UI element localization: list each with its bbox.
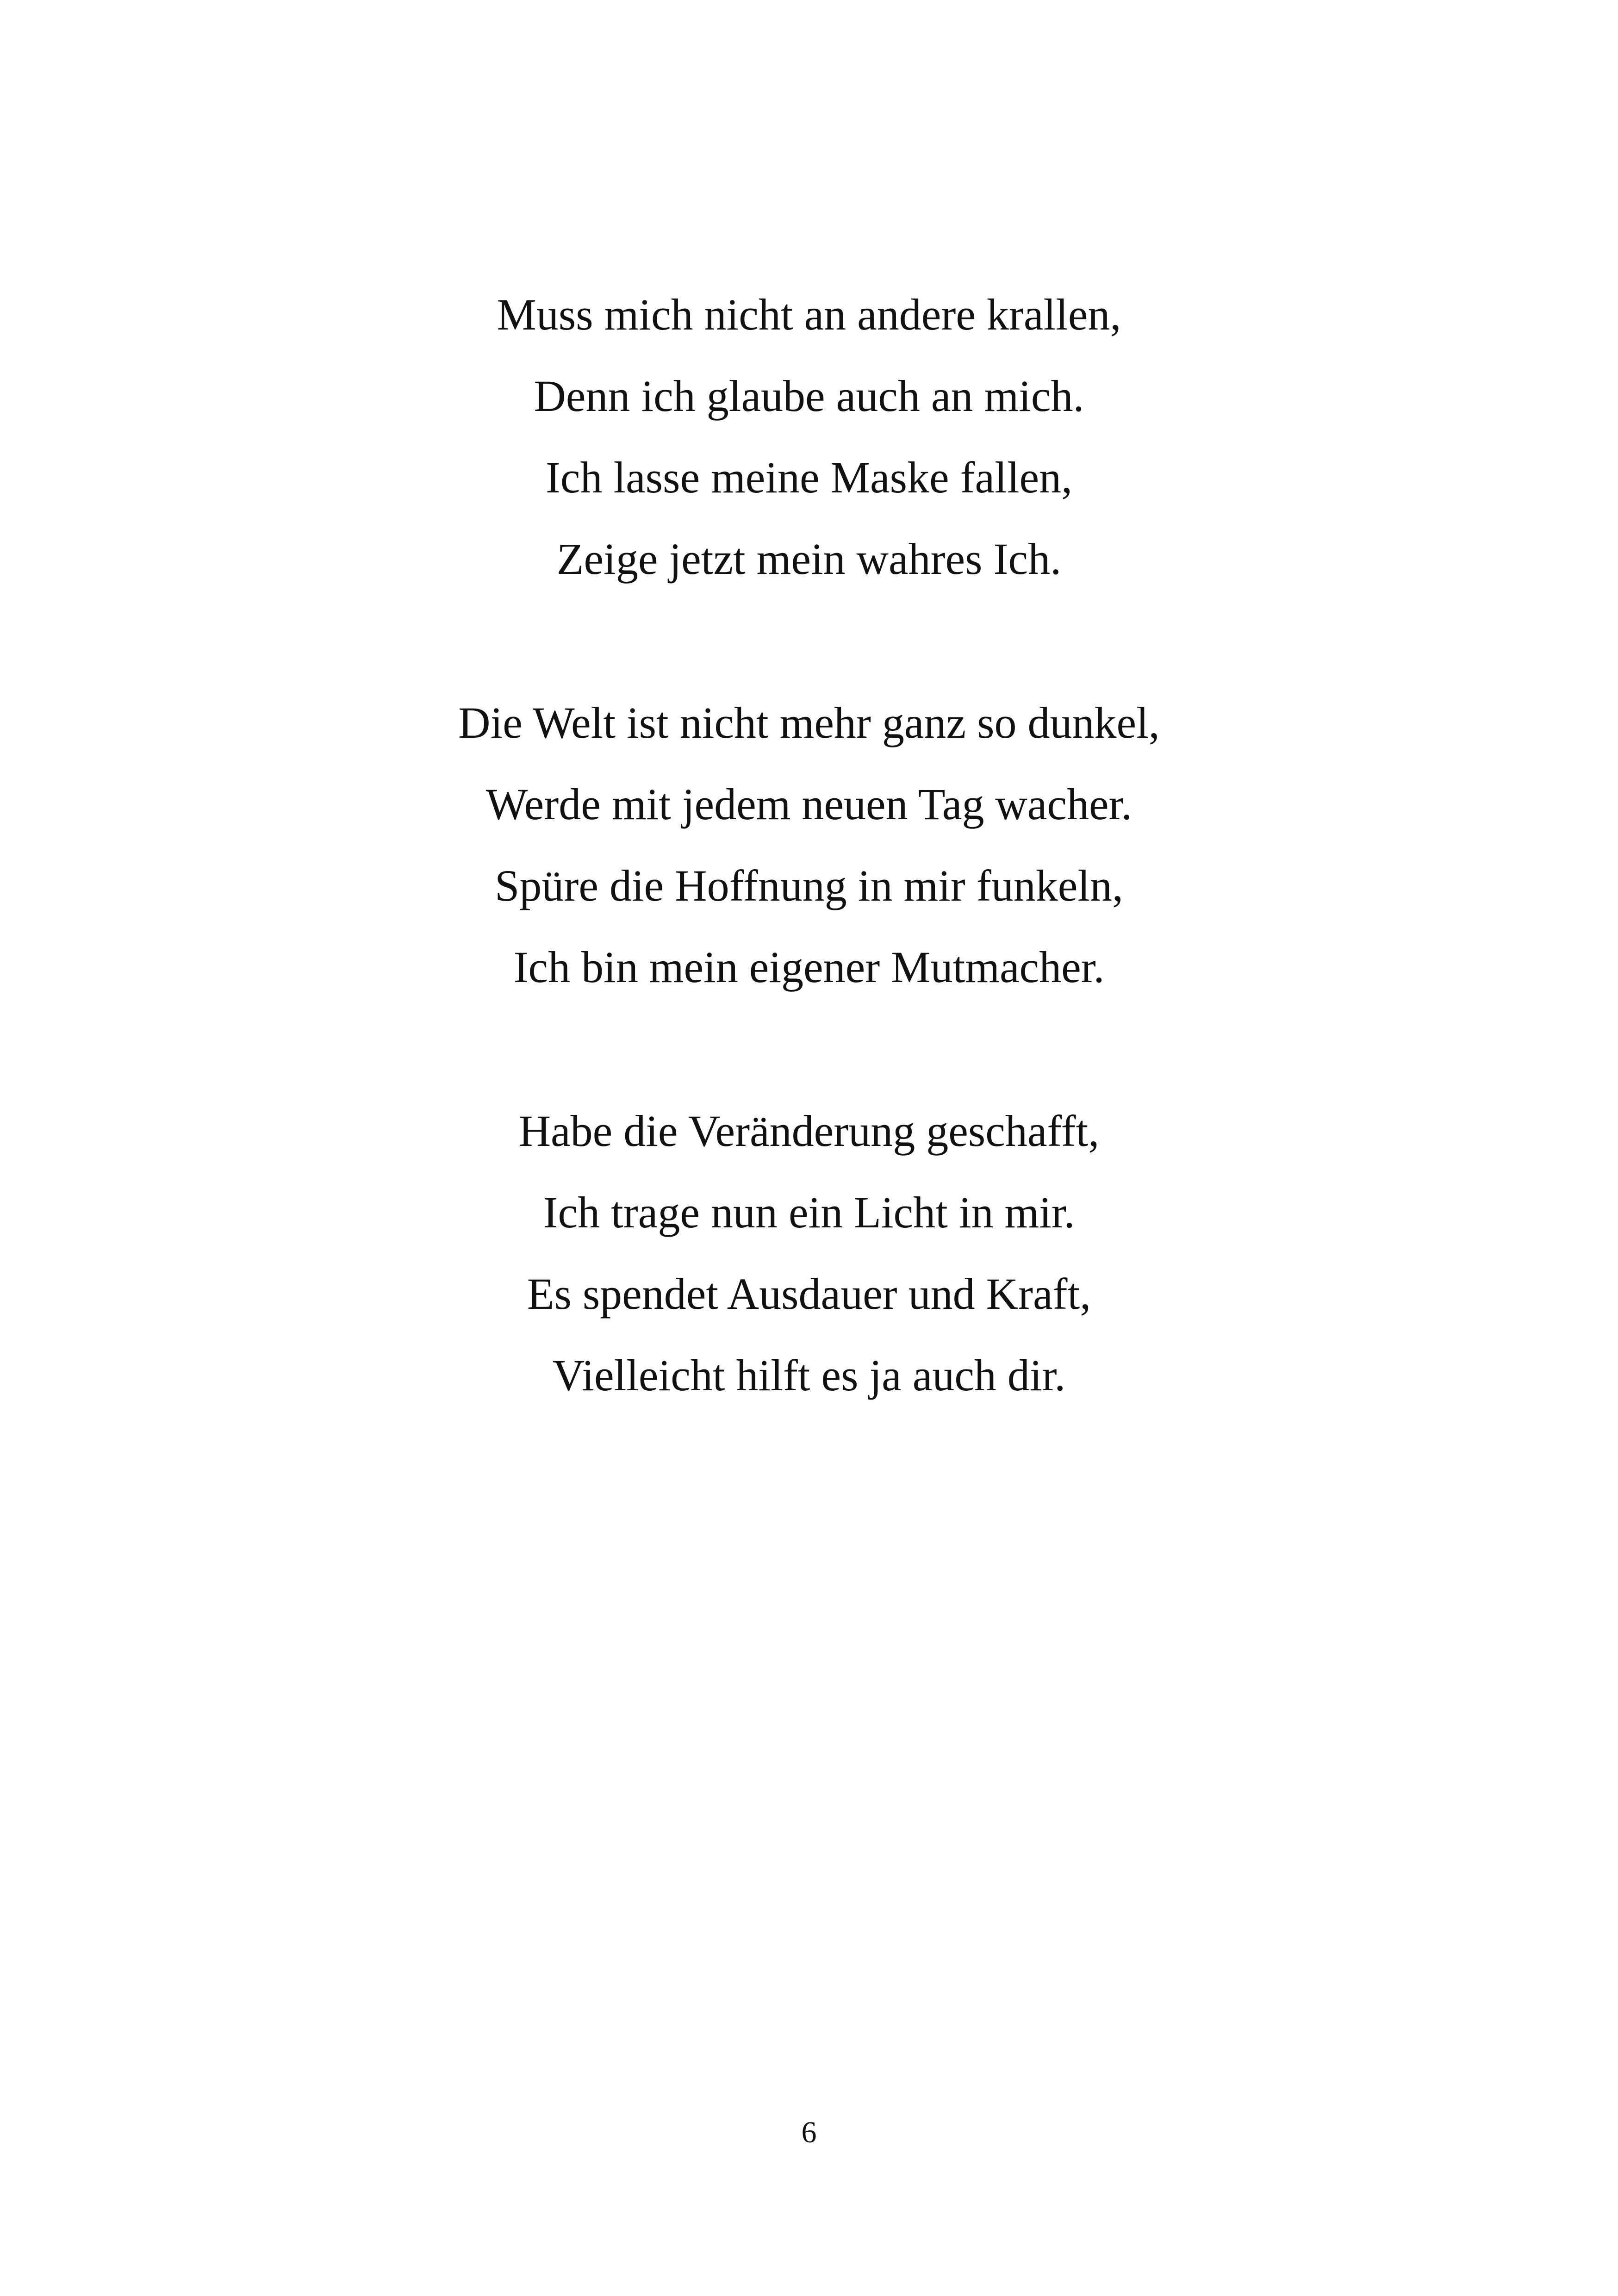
poem-line: Ich trage nun ein Licht in mir. [543, 1188, 1075, 1237]
poem-line: Die Welt ist nicht mehr ganz so dunkel, [458, 698, 1160, 747]
poem-line: Denn ich glaube auch an mich. [534, 371, 1084, 421]
poem-line: Habe die Veränderung geschafft, [518, 1106, 1100, 1156]
poem-line: Werde mit jedem neuen Tag wacher. [485, 779, 1133, 829]
poem-line: Spüre die Hoffnung in mir funkeln, [494, 861, 1123, 910]
poem-line: Ich lasse meine Maske fallen, [545, 453, 1073, 502]
poem-line: Es spendet Ausdauer und Kraft, [527, 1269, 1091, 1319]
poem-line: Muss mich nicht an andere krallen, [497, 290, 1121, 339]
page-number: 6 [801, 2116, 817, 2149]
poem-line: Ich bin mein eigener Mutmacher. [513, 942, 1105, 992]
poem-line: Zeige jetzt mein wahres Ich. [556, 534, 1062, 584]
poem-line: Vielleicht hilft es ja auch dir. [552, 1350, 1066, 1400]
